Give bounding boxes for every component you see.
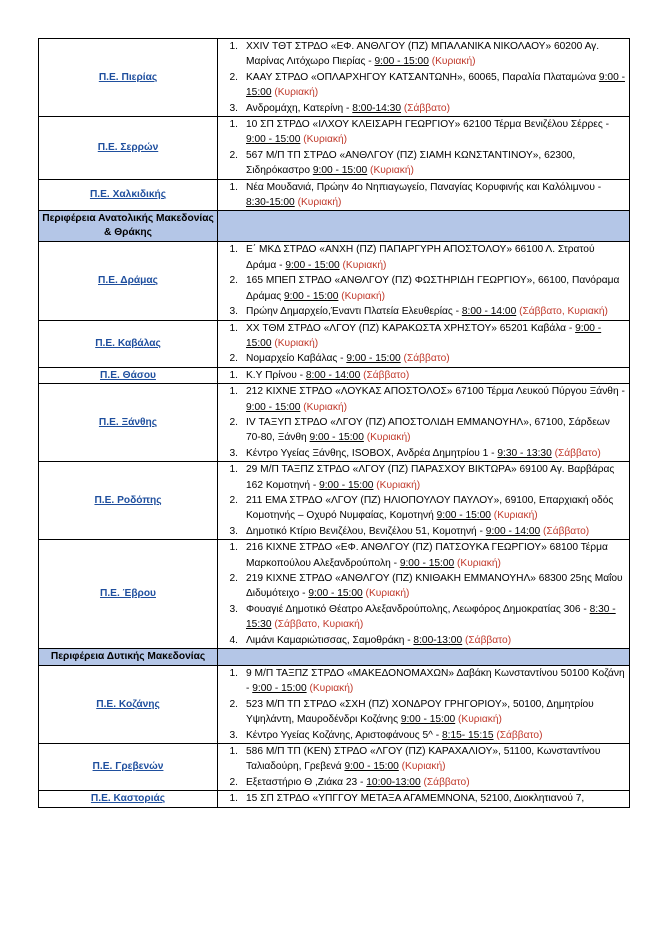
opening-hours: 9:00 - 15:00 — [399, 557, 455, 569]
table-row — [39, 367, 630, 383]
list-item — [218, 446, 627, 461]
opening-days: (Σάββατο, Κυριακή) — [274, 619, 364, 631]
item-number: 1. — [229, 369, 238, 381]
location-address: Εξεταστήριο Θ ,Ζιάκα 23 - — [246, 776, 367, 788]
location-address: XXIV ΤΘΤ ΣΤΡΔΟ «ΕΦ. ΑΝΘΛΓΟΥ (ΠΖ) ΜΠΑΛΑΝΙΚΑ ΝΙΚΟΛΑΟΥ» 60200 Αγ. Μαρίνας Λιτόχωρο Πιερίας - — [246, 41, 600, 68]
location-address: 165 ΜΠΕΠ ΣΤΡΔΟ «ΑΝΘΛΓΟΥ (ΠΖ) ΦΩΣΤΗΡΙΔΗ ΓΕΩΡΓΙΟΥ», 66100, Πανόραμα Δράμας — [246, 275, 620, 302]
opening-hours: 9:00 - 15:00 — [309, 432, 364, 444]
item-number: 1. — [229, 668, 238, 680]
opening-days: (Κυριακή) — [457, 557, 501, 569]
item-text — [246, 633, 627, 648]
item-number: 3. — [229, 603, 238, 615]
item-number: 1. — [229, 41, 238, 52]
table-body — [39, 39, 630, 808]
opening-days: (Κυριακή) — [458, 714, 502, 726]
area-name-link[interactable]: Π.Ε. Καστοριάς — [39, 791, 218, 807]
location-address: Λιμάνι Καμαριώτισσας, Σαμοθράκη - — [246, 634, 414, 646]
table-row — [39, 666, 630, 744]
item-number: 1. — [229, 386, 238, 398]
opening-hours: 9:00 - 15:00 — [246, 134, 301, 146]
opening-hours: 9:00 - 15:00 — [246, 401, 301, 413]
table-row — [39, 462, 630, 540]
item-number: 3. — [229, 306, 238, 318]
item-text — [246, 791, 627, 806]
locations-cell — [218, 744, 630, 791]
item-number: 1. — [229, 746, 238, 758]
opening-hours: 9:00 - 15:00 — [246, 322, 602, 349]
opening-days: (Σάββατο) — [464, 634, 512, 646]
list-item — [218, 524, 627, 539]
vaccination-centers-table — [38, 38, 630, 808]
opening-days: (Σάββατο) — [403, 353, 450, 365]
opening-days: (Κυριακή) — [297, 197, 342, 209]
table-row — [39, 179, 630, 211]
locations-cell — [218, 117, 630, 180]
opening-days: (Κυριακή) — [370, 165, 414, 177]
list-item — [218, 633, 627, 648]
location-address: 10 ΣΠ ΣΤΡΔΟ «ΙΛΧΟΥ ΚΛΕΙΣΑΡΗ ΓΕΩΡΓΙΟΥ» 62100 Τέρμα Βενιζέλου Σέρρες - — [246, 119, 609, 131]
region-header-row — [39, 211, 630, 242]
item-text — [246, 602, 627, 633]
location-address: Νέα Μουδανιά, Πρώην 4ο Νηπιαγωγείο, Παναγίας Κορυφινής και Καλόλιμνου - — [246, 181, 602, 193]
item-number: 3. — [229, 729, 238, 741]
list-item — [218, 744, 627, 775]
list-item — [218, 39, 627, 70]
item-text — [246, 415, 627, 446]
opening-days: (Κυριακή) — [376, 479, 421, 491]
item-text — [246, 728, 627, 743]
item-number: 2. — [229, 275, 238, 287]
item-text — [246, 446, 627, 461]
opening-days: (Σάββατο) — [554, 447, 601, 459]
table-row — [39, 242, 630, 320]
list-item — [218, 728, 627, 743]
opening-hours: 8:30-15:00 — [246, 197, 295, 209]
item-text — [246, 101, 627, 116]
opening-days: (Σάββατο) — [423, 776, 470, 788]
item-text — [246, 744, 627, 775]
area-name-link[interactable]: Π.Ε. Καβάλας — [39, 320, 218, 367]
item-number: 1. — [229, 793, 238, 805]
location-address: IV ΤΑΞΥΠ ΣΤΡΔΟ «ΛΓΟΥ (ΠΖ) ΑΠΟΣΤΟΛΙΔΗ ΕΜΜΑΝΟΥΗΛ», 67100, Σάρδεων 70-80, Ξάνθη — [246, 416, 610, 444]
locations-cell — [218, 791, 630, 807]
item-text — [246, 39, 627, 70]
location-address: Φουαγιέ Δημοτικό Θέατρο Αλεξανδρούπολης, Λεωφόρος Δημοκρατίας 306 - — [246, 603, 590, 615]
item-number: 1. — [229, 464, 238, 476]
opening-hours: 8:00-13:00 — [413, 634, 463, 646]
opening-hours: 9:00 - 15:00 — [346, 353, 401, 365]
list-item — [218, 775, 627, 790]
opening-hours: 8:00-14:30 — [352, 102, 401, 114]
item-number: 2. — [229, 353, 238, 365]
item-text — [246, 384, 627, 415]
location-address: 211 ΕΜΑ ΣΤΡΔΟ «ΛΓΟΥ (ΠΖ) ΗΛΙΟΠΟΥΛΟΥ ΠΑΥΛΟΥ», 69100, Επαρχιακή οδός Κομοτηνής – Οχυρό Νυμφαίας, Κομοτηνή — [246, 494, 614, 522]
opening-hours: 8:00 - 14:00 — [305, 369, 361, 381]
item-text — [246, 242, 627, 273]
opening-hours: 9:00 - 15:00 — [312, 165, 368, 177]
locations-cell — [218, 462, 630, 540]
area-name-link[interactable]: Π.Ε. Πιερίας — [39, 39, 218, 117]
table-row — [39, 540, 630, 649]
item-text — [246, 273, 627, 304]
opening-hours: 9:00 - 15:00 — [285, 259, 340, 271]
opening-days: (Κυριακή) — [365, 588, 410, 600]
opening-days: (Σάββατο) — [496, 729, 543, 741]
item-text — [246, 180, 627, 211]
location-address: ΚΑΑΥ ΣΤΡΔΟ «ΟΠΛΑΡΧΗΓΟΥ ΚΑΤΣΑΝΤΩΝΗ», 60065, Παραλία Πλαταμώνα — [246, 71, 599, 83]
item-number: 2. — [229, 573, 238, 584]
opening-hours: 9:00 - 15:00 — [374, 56, 429, 68]
opening-days: (Κυριακή) — [274, 337, 319, 349]
location-address: 212 ΚΙΧΝΕ ΣΤΡΔΟ «ΛΟΥΚΑΣ ΑΠΟΣΤΟΛΟΣ» 67100 Τέρμα Λευκού Πύργου Ξάνθη - — [246, 386, 625, 398]
area-name-link[interactable]: Π.Ε. Γρεβενών — [39, 744, 218, 791]
opening-hours: 9:00 - 15:00 — [284, 290, 339, 302]
region-header-row — [39, 649, 630, 666]
list-item — [218, 697, 627, 728]
item-text — [246, 148, 627, 179]
item-text — [246, 540, 627, 571]
area-name-link[interactable]: Π.Ε. Σερρών — [39, 117, 218, 180]
opening-hours: 9:00 - 15:00 — [252, 683, 307, 695]
item-text — [246, 321, 627, 352]
list-item — [218, 666, 627, 697]
item-text — [246, 304, 627, 319]
item-text — [246, 368, 627, 383]
locations-cell — [218, 540, 630, 649]
location-address: 29 Μ/Π ΤΑΞΠΖ ΣΤΡΔΟ «ΛΓΟΥ (ΠΖ) ΠΑΡΑΣΧΟΥ ΒΙΚΤΩΡΑ» 69100 Αγ. Βαρβάρας 162 Κομοτηνή - — [246, 464, 615, 491]
item-text — [246, 775, 627, 790]
opening-days: (Κυριακή) — [493, 510, 538, 522]
location-address: 216 ΚΙΧΝΕ ΣΤΡΔΟ «ΕΦ. ΑΝΘΛΓΟΥ (ΠΖ) ΠΑΤΣΟΥΚΑ ΓΕΩΡΓΙΟΥ» 68100 Τέρμα Μαρκοπούλου Αλεξανδρούπολη - — [246, 542, 608, 569]
item-number: 1. — [229, 322, 238, 334]
area-name-link[interactable]: Π.Ε. Δράμας — [39, 242, 218, 320]
item-number: 1. — [229, 542, 238, 554]
opening-days: (Σάββατο) — [543, 525, 590, 537]
location-address: 15 ΣΠ ΣΤΡΔΟ «ΥΠΓΓΟΥ ΜΕΤΑΞΑ ΑΓΑΜΕΜΝΟΝΑ, 52100, Διοκλητιανού 7, — [246, 793, 585, 805]
opening-days: (Κυριακή) — [401, 761, 446, 773]
opening-days: (Κυριακή) — [366, 432, 411, 444]
list-item — [218, 148, 627, 179]
item-number: 2. — [229, 776, 238, 788]
area-name-link[interactable]: Π.Ε. Έβρου — [39, 540, 218, 649]
opening-hours: 9:00 - 14:00 — [485, 525, 541, 537]
opening-days: (Σάββατο) — [363, 369, 410, 381]
opening-days: (Κυριακή) — [303, 134, 348, 146]
location-address: 523 Μ/Π ΤΠ ΣΤΡΔΟ «ΣΧΗ (ΠΖ) ΧΟΝΔΡΟΥ ΓΡΗΓΟΡΙΟΥ», 50100, Δημητρίου Υψηλάντη, Μαυροδένδρι Κοζάνης — [246, 698, 594, 726]
table-row — [39, 117, 630, 180]
area-name-link[interactable]: Π.Ε. Θάσου — [39, 367, 218, 383]
item-number: 1. — [229, 181, 238, 193]
list-item — [218, 101, 627, 116]
opening-hours: 8:30 - 15:30 — [246, 603, 616, 631]
opening-days: (Σάββατο) — [403, 102, 450, 114]
list-item — [218, 321, 627, 352]
item-number: 2. — [229, 416, 238, 428]
opening-hours: 8:15- 15:15 — [441, 729, 494, 741]
list-item — [218, 571, 627, 602]
list-item — [218, 242, 627, 273]
item-number: 1. — [229, 244, 238, 256]
item-number: 3. — [229, 525, 238, 537]
list-item — [218, 70, 627, 101]
item-number: 2. — [229, 698, 238, 710]
location-address: Νομαρχείο Καβάλας - — [246, 353, 347, 365]
locations-cell — [218, 320, 630, 367]
locations-cell — [218, 242, 630, 320]
location-address: Κ.Υ Πρίνου - — [246, 369, 306, 381]
list-item — [218, 462, 627, 493]
list-item — [218, 791, 627, 806]
item-text — [246, 351, 627, 366]
locations-cell — [218, 39, 630, 117]
area-name-link[interactable]: Π.Ε. Ροδόπης — [39, 462, 218, 540]
region-fill-cell — [218, 649, 630, 666]
opening-days: (Κυριακή) — [341, 290, 386, 302]
opening-hours: 9:30 - 13:30 — [497, 447, 552, 459]
item-number: 2. — [229, 71, 238, 83]
location-address: 9 Μ/Π ΤΑΞΠΖ ΣΤΡΔΟ «ΜΑΚΕΔΟΝΟΜΑΧΩΝ» Δαβάκη Κωνσταντίνου 50100 Κοζάνη - — [246, 668, 625, 695]
opening-days: (Κυριακή) — [309, 683, 354, 695]
area-name-link[interactable]: Π.Ε. Κοζάνης — [39, 666, 218, 744]
list-item — [218, 540, 627, 571]
opening-hours: 9:00 - 15:00 — [344, 761, 399, 773]
document-page — [38, 38, 630, 808]
list-item — [218, 351, 627, 366]
list-item — [218, 602, 627, 633]
opening-hours: 9:00 - 15:00 — [400, 714, 456, 726]
item-text — [246, 117, 627, 148]
item-text — [246, 524, 627, 539]
location-address: 586 Μ/Π ΤΠ (ΚΕΝ) ΣΤΡΔΟ «ΛΓΟΥ (ΠΖ) ΚΑΡΑΧΑΛΙΟΥ», 51100, Κωνσταντίνου Ταλιαδούρη, Γρεβενά — [246, 746, 601, 773]
location-address: Ανδρομάχη, Κατερίνη - — [246, 102, 353, 114]
item-number: 4. — [229, 634, 238, 646]
item-text — [246, 70, 627, 101]
table-row — [39, 39, 630, 117]
location-address: Κέντρο Υγείας Ξάνθης, ISOBOX, Ανδρέα Δημητρίου 1 - — [246, 447, 498, 459]
item-text — [246, 462, 627, 493]
locations-cell — [218, 179, 630, 211]
opening-days: (Κυριακή) — [274, 87, 319, 99]
item-number: 1. — [229, 119, 238, 131]
item-text — [246, 571, 627, 602]
table-row — [39, 320, 630, 367]
list-item — [218, 117, 627, 148]
list-item — [218, 304, 627, 319]
table-row — [39, 744, 630, 791]
location-address: XX ΤΘΜ ΣΤΡΔΟ «ΛΓΟΥ (ΠΖ) ΚΑΡΑΚΩΣΤΑ ΧΡΗΣΤΟΥ» 65201 Καβάλα - — [246, 322, 576, 334]
opening-hours: 9:00 - 15:00 — [436, 510, 491, 522]
opening-hours: 9:00 - 15:00 — [308, 588, 363, 600]
location-address: Κέντρο Υγείας Κοζάνης, Αριστοφάνους 5^ - — [246, 729, 442, 741]
item-number: 3. — [229, 102, 238, 114]
table-row — [39, 791, 630, 807]
opening-hours: 9:00 - 15:00 — [319, 479, 374, 491]
item-text — [246, 493, 627, 524]
region-fill-cell — [218, 211, 630, 242]
opening-days: (Κυριακή) — [303, 401, 348, 413]
area-name-link[interactable]: Π.Ε. Χαλκιδικής — [39, 179, 218, 211]
location-address: Πρώην Δημαρχείο,Έναντι Πλατεία Ελευθερίας - — [246, 306, 462, 318]
list-item — [218, 493, 627, 524]
location-address: Ε΄ ΜΚΔ ΣΤΡΔΟ «ΑΝΧΗ (ΠΖ) ΠΑΠΑΡΓΥΡΗ ΑΠΟΣΤΟΛΟΥ» 66100 Λ. Στρατού Δράμα - — [246, 244, 595, 271]
location-address: Δημοτικό Κτίριο Βενιζέλου, Βενιζέλου 51, Κομοτηνή - — [246, 525, 486, 537]
list-item — [218, 415, 627, 446]
table-row — [39, 384, 630, 462]
opening-days: (Κυριακή) — [342, 259, 387, 271]
list-item — [218, 368, 627, 383]
location-address: 219 ΚΙΧΝΕ ΣΤΡΔΟ «ΑΝΘΛΓΟΥ (ΠΖ) ΚΝΙΘΑΚΗ ΕΜΜΑΝΟΥΗΛ» 68300 25ης Μαΐου Διδυμότειχο - — [246, 573, 623, 600]
item-text — [246, 666, 627, 697]
locations-cell — [218, 666, 630, 744]
region-name: Περιφέρεια Δυτικής Μακεδονίας — [39, 649, 218, 666]
list-item — [218, 384, 627, 415]
locations-cell — [218, 367, 630, 383]
opening-days: (Κυριακή) — [431, 56, 476, 68]
locations-cell — [218, 384, 630, 462]
item-text — [246, 697, 627, 728]
opening-hours: 8:00 - 14:00 — [461, 306, 517, 318]
region-name: Περιφέρεια Ανατολικής Μακεδονίας & Θράκης — [39, 211, 218, 242]
list-item — [218, 273, 627, 304]
list-item — [218, 180, 627, 211]
area-name-link[interactable]: Π.Ε. Ξάνθης — [39, 384, 218, 462]
opening-hours: 10:00-13:00 — [366, 776, 421, 788]
opening-hours: 9:00 - 15:00 — [246, 71, 625, 99]
item-number: 2. — [229, 494, 238, 506]
item-number: 3. — [229, 447, 238, 459]
item-number: 2. — [229, 149, 238, 161]
opening-days: (Σάββατο, Κυριακή) — [519, 306, 608, 318]
location-address: 567 Μ/Π ΤΠ ΣΤΡΔΟ «ΑΝΘΛΓΟΥ (ΠΖ) ΣΙΑΜΗ ΚΩΝΣΤΑΝΤΙΝΟΥ», 62300, Σιδηρόκαστρο — [246, 149, 576, 177]
